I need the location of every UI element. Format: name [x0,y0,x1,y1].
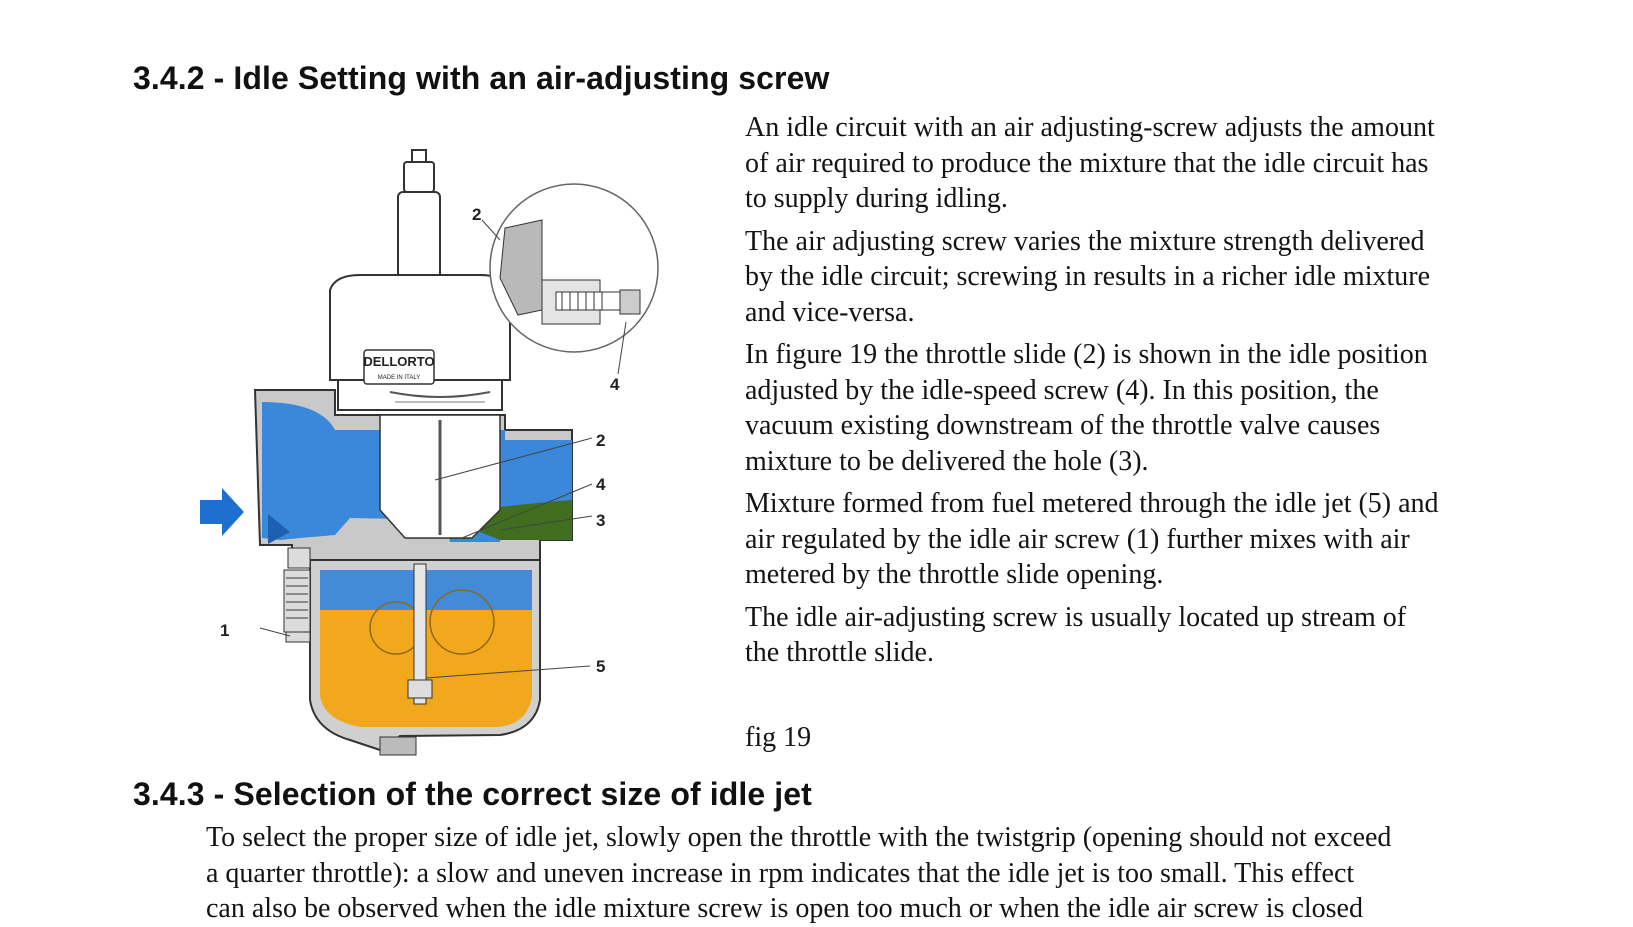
section-heading-3-4-3: 3.4.3 - Selection of the correct size of idle jet [133,776,812,812]
text-line: metered by the throttle slide opening. [745,559,1164,590]
callout-air-screw-1: 1 [220,621,230,640]
text-line: vacuum existing downstream of the throttle valve causes [745,410,1381,441]
text-line: Mixture formed from fuel metered through the idle jet (5) and [745,488,1439,519]
text-line: to supply during idling. [745,183,1008,214]
paragraph [745,337,1625,479]
paragraph [745,600,1625,671]
callout-idle-screw-4: 4 [596,475,606,494]
text-line: a quarter throttle): a slow and uneven increase in rpm indicates that the idle jet is too small. This effect [206,857,1355,889]
text-line: can also be observed when the idle mixture screw is open too much or when the idle air screw is closed [206,893,1363,924]
paragraph [745,224,1625,331]
detail-inset [490,184,658,352]
text-line: of air required to produce the mixture that the idle circuit has [745,147,1429,179]
callout-detail-2: 2 [472,205,482,224]
text-line: An idle circuit with an air adjusting-screw adjusts the amount [745,112,1435,143]
text-line: the throttle slide. [745,637,934,668]
figure-caption: fig 19 [745,722,812,753]
text-line: by the idle circuit; screwing in results in a richer idle mixture [745,261,1431,292]
text-line: The air adjusting screw varies the mixture strength delivered [745,225,1425,257]
text-line: and vice-versa. [745,296,915,328]
paragraph [745,486,1625,593]
text-line: air regulated by the idle air screw (1) further mixes with air [745,523,1410,555]
text-line: In figure 19 the throttle slide (2) is shown in the idle position [745,339,1428,370]
text-line: The idle air-adjusting screw is usually located up stream of [745,601,1407,633]
section-3-4-3-text [206,820,1626,927]
callout-detail-4: 4 [610,375,620,394]
carburetor-figure [200,140,720,780]
callout-idle-jet-5: 5 [596,657,606,676]
callout-slide-2: 2 [596,431,606,450]
carburetor-body [255,390,572,560]
svg-text:DELLORTO: DELLORTO [363,354,435,369]
text-line: adjusted by the idle-speed screw (4). In this position, the [745,374,1379,406]
brand-plate [363,350,434,384]
section-3-4-2-text [745,110,1625,678]
text-line: mixture to be delivered the hole (3). [745,445,1149,477]
text-line: To select the proper size of idle jet, slowly open the throttle with the twistgrip (opening should not exceed [206,822,1392,853]
section-heading-3-4-2: 3.4.2 - Idle Setting with an air-adjusting screw [133,60,830,96]
callout-hole-3: 3 [596,511,606,530]
paragraph [745,110,1625,217]
svg-text:MADE IN ITALY: MADE IN ITALY [377,375,421,381]
float-bowl [310,560,540,755]
idle-air-screw [284,548,310,642]
